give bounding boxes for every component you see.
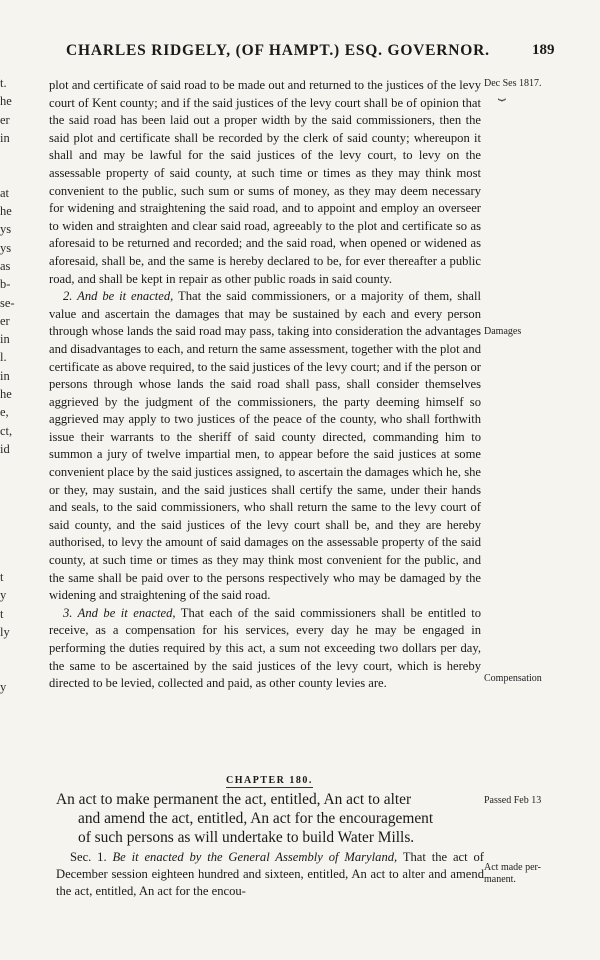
sec-1-label: Sec. 1.: [70, 850, 107, 864]
bleed-fragment: t: [0, 606, 4, 621]
section-2: [49, 288, 481, 605]
body-text: [49, 77, 481, 693]
act-title-line: and amend the act, entitled, An act for the encouragement: [78, 810, 434, 827]
act-title-line: An act to make permanent the act, entitled, An act to alter: [56, 791, 412, 808]
bleed-fragment: er: [0, 112, 10, 127]
bleed-fragment: at: [0, 185, 10, 200]
margin-note-date: [484, 78, 574, 101]
bleed-fragment: [0, 733, 18, 751]
bleed-fragment: e,: [0, 405, 9, 420]
section-3-enact: 3. And be it enacted,: [63, 605, 176, 620]
bleed-fragment: [0, 477, 18, 495]
chapter-section-1: [56, 849, 484, 900]
page-number: 189: [532, 42, 555, 58]
margin-note-date-text: Dec Ses 1817.: [484, 78, 542, 89]
section-3-text: That each of the said commissioners shall be entitled to receive, as a compensation for his services, every day he may be engaged in performing the duties required by this act, a sum not exceeding two dollars per day, the same to be ascertained by the said justices of the levy court, which is hereby directed to be levied, collected and paid, as other county levies are.: [49, 605, 481, 691]
bleed-fragment: ys: [0, 240, 12, 255]
margin-note-passed: Passed Feb 13: [484, 795, 542, 806]
section-3: [49, 605, 481, 693]
bleed-fragment: [0, 751, 18, 769]
section-2-text: That the said commissioners, or a majority of them, shall value and ascertain the damages that may be sustained by each and every person through whose lands the said road may pass, taking into consideration the advantages and disadvantages to each, and return the same assessment, together with the plot and certificate as above required, to the said justices of the levy court; and if the person or persons through whose lands the said road shall pass, shall consider themselves aggrieved by the judgment of the commissioners, the party deeming himself so aggrieved may apply to two justices of the peace of the county, who shall forthwith issue their warrants to the sheriff of said county directed, commanding him to summon a jury of twelve impartial men, to appear before the said justices at some convenient place by the said justices assigned, to ascertain the damages which he, she or they, may sustain, and the said justices shall certify the same, under their hands and seals, to the said commissioners, who shall return the same to the levy court of said county, and the said justices of the levy court shall be, and they are hereby authorised, to levy the amount of said damages on the assessable property of the said county, at such time or times as they may think most convenient for the public, and the same shall be paid over to the persons respectively who may be damaged by the widening and straightening of the said road.: [49, 289, 481, 603]
section-1-continuation: plot and certificate of said road to be made out and returned to the justices of the levy court of Kent county; and if the said justices of the levy court shall be of opinion that the said road has been laid out a proper width by the said commissioners, then the said plot and certificate shall be recorded by the clerk of said county; whereupon it shall and may be lawful for the said justices of the levy court, to levy on the assessable property of said county, at such time or times as they may think most convenient to the public, such sum or sums of money, as they may deem necessary for widening and straightening the said road, and to appoint and employ an overseer to widen and straighten and clear said road, agreeably to the plot and certificate so as aforesaid to be returned and recorded; and the said road, when opened or widened as aforesaid, shall be, and the same is hereby declared to be, for ever thereafter a public road, and shall be kept in repair as other public roads in said county.: [49, 78, 481, 286]
running-title: CHARLES RIDGELY, (OF HAMPT.) ESQ. GOVERNOR.: [66, 42, 490, 59]
bleed-fragment: t: [0, 570, 4, 585]
margin-note-act-made-permanent: Act made per- manent.: [484, 862, 541, 885]
bleed-fragment: [0, 495, 18, 513]
bleed-fragment: [0, 147, 18, 165]
sec-1-text: That the act of December session eighteen hundred and sixteen, entitled, An act to alter and amend the act, entitled, An act for the encou-: [56, 850, 484, 898]
bleed-fragment: in: [0, 368, 10, 383]
bleed-fragment: y: [0, 679, 7, 694]
bleed-fragment: [0, 660, 18, 678]
chapter-heading: CHAPTER 180.: [226, 775, 313, 786]
brace-mark: ⏟: [498, 86, 506, 101]
bleed-fragment: [0, 714, 18, 732]
section-2-enact: 2. And be it enacted,: [63, 289, 174, 304]
bleed-fragment: [0, 513, 18, 531]
bleed-fragment: ct,: [0, 423, 13, 438]
bleed-fragment: in: [0, 130, 10, 145]
bleed-fragment: se-: [0, 295, 15, 310]
bleed-fragment: [0, 531, 18, 549]
bleed-fragment: l.: [0, 350, 7, 365]
bleed-fragment: [0, 165, 18, 183]
bleed-fragment: ys: [0, 222, 12, 237]
act-title: [56, 790, 484, 847]
bleed-fragment: as: [0, 258, 11, 273]
bleed-fragment: [0, 788, 18, 806]
bleed-fragment: [0, 806, 18, 824]
bleed-fragment: [0, 458, 18, 476]
bleed-fragment: ly: [0, 624, 10, 639]
margin-note-damages: Damages: [484, 326, 522, 337]
bleed-fragment: t.: [0, 76, 7, 90]
bleed-fragment: in: [0, 332, 10, 347]
bleed-fragment: [0, 696, 18, 714]
bleed-fragment: [0, 769, 18, 787]
bleed-fragment: id: [0, 441, 10, 456]
bleed-fragment: [0, 824, 18, 842]
bleed-fragment: b-: [0, 277, 11, 292]
act-title-line: of such persons as will undertake to build Water Mills.: [78, 829, 415, 846]
sec-1-enact: Be it enacted by the General Assembly of Maryland,: [112, 850, 398, 864]
bleed-fragment: [0, 641, 18, 659]
bleed-fragment: [0, 550, 18, 568]
margin-note-compensation: Compensation: [484, 673, 542, 684]
bleed-fragment: he: [0, 387, 12, 402]
bleed-fragment: he: [0, 94, 12, 109]
bleed-fragment: er: [0, 313, 10, 328]
bleed-fragment: y: [0, 588, 7, 603]
bleed-fragment: he: [0, 204, 12, 219]
facing-page-bleed: [0, 74, 18, 842]
